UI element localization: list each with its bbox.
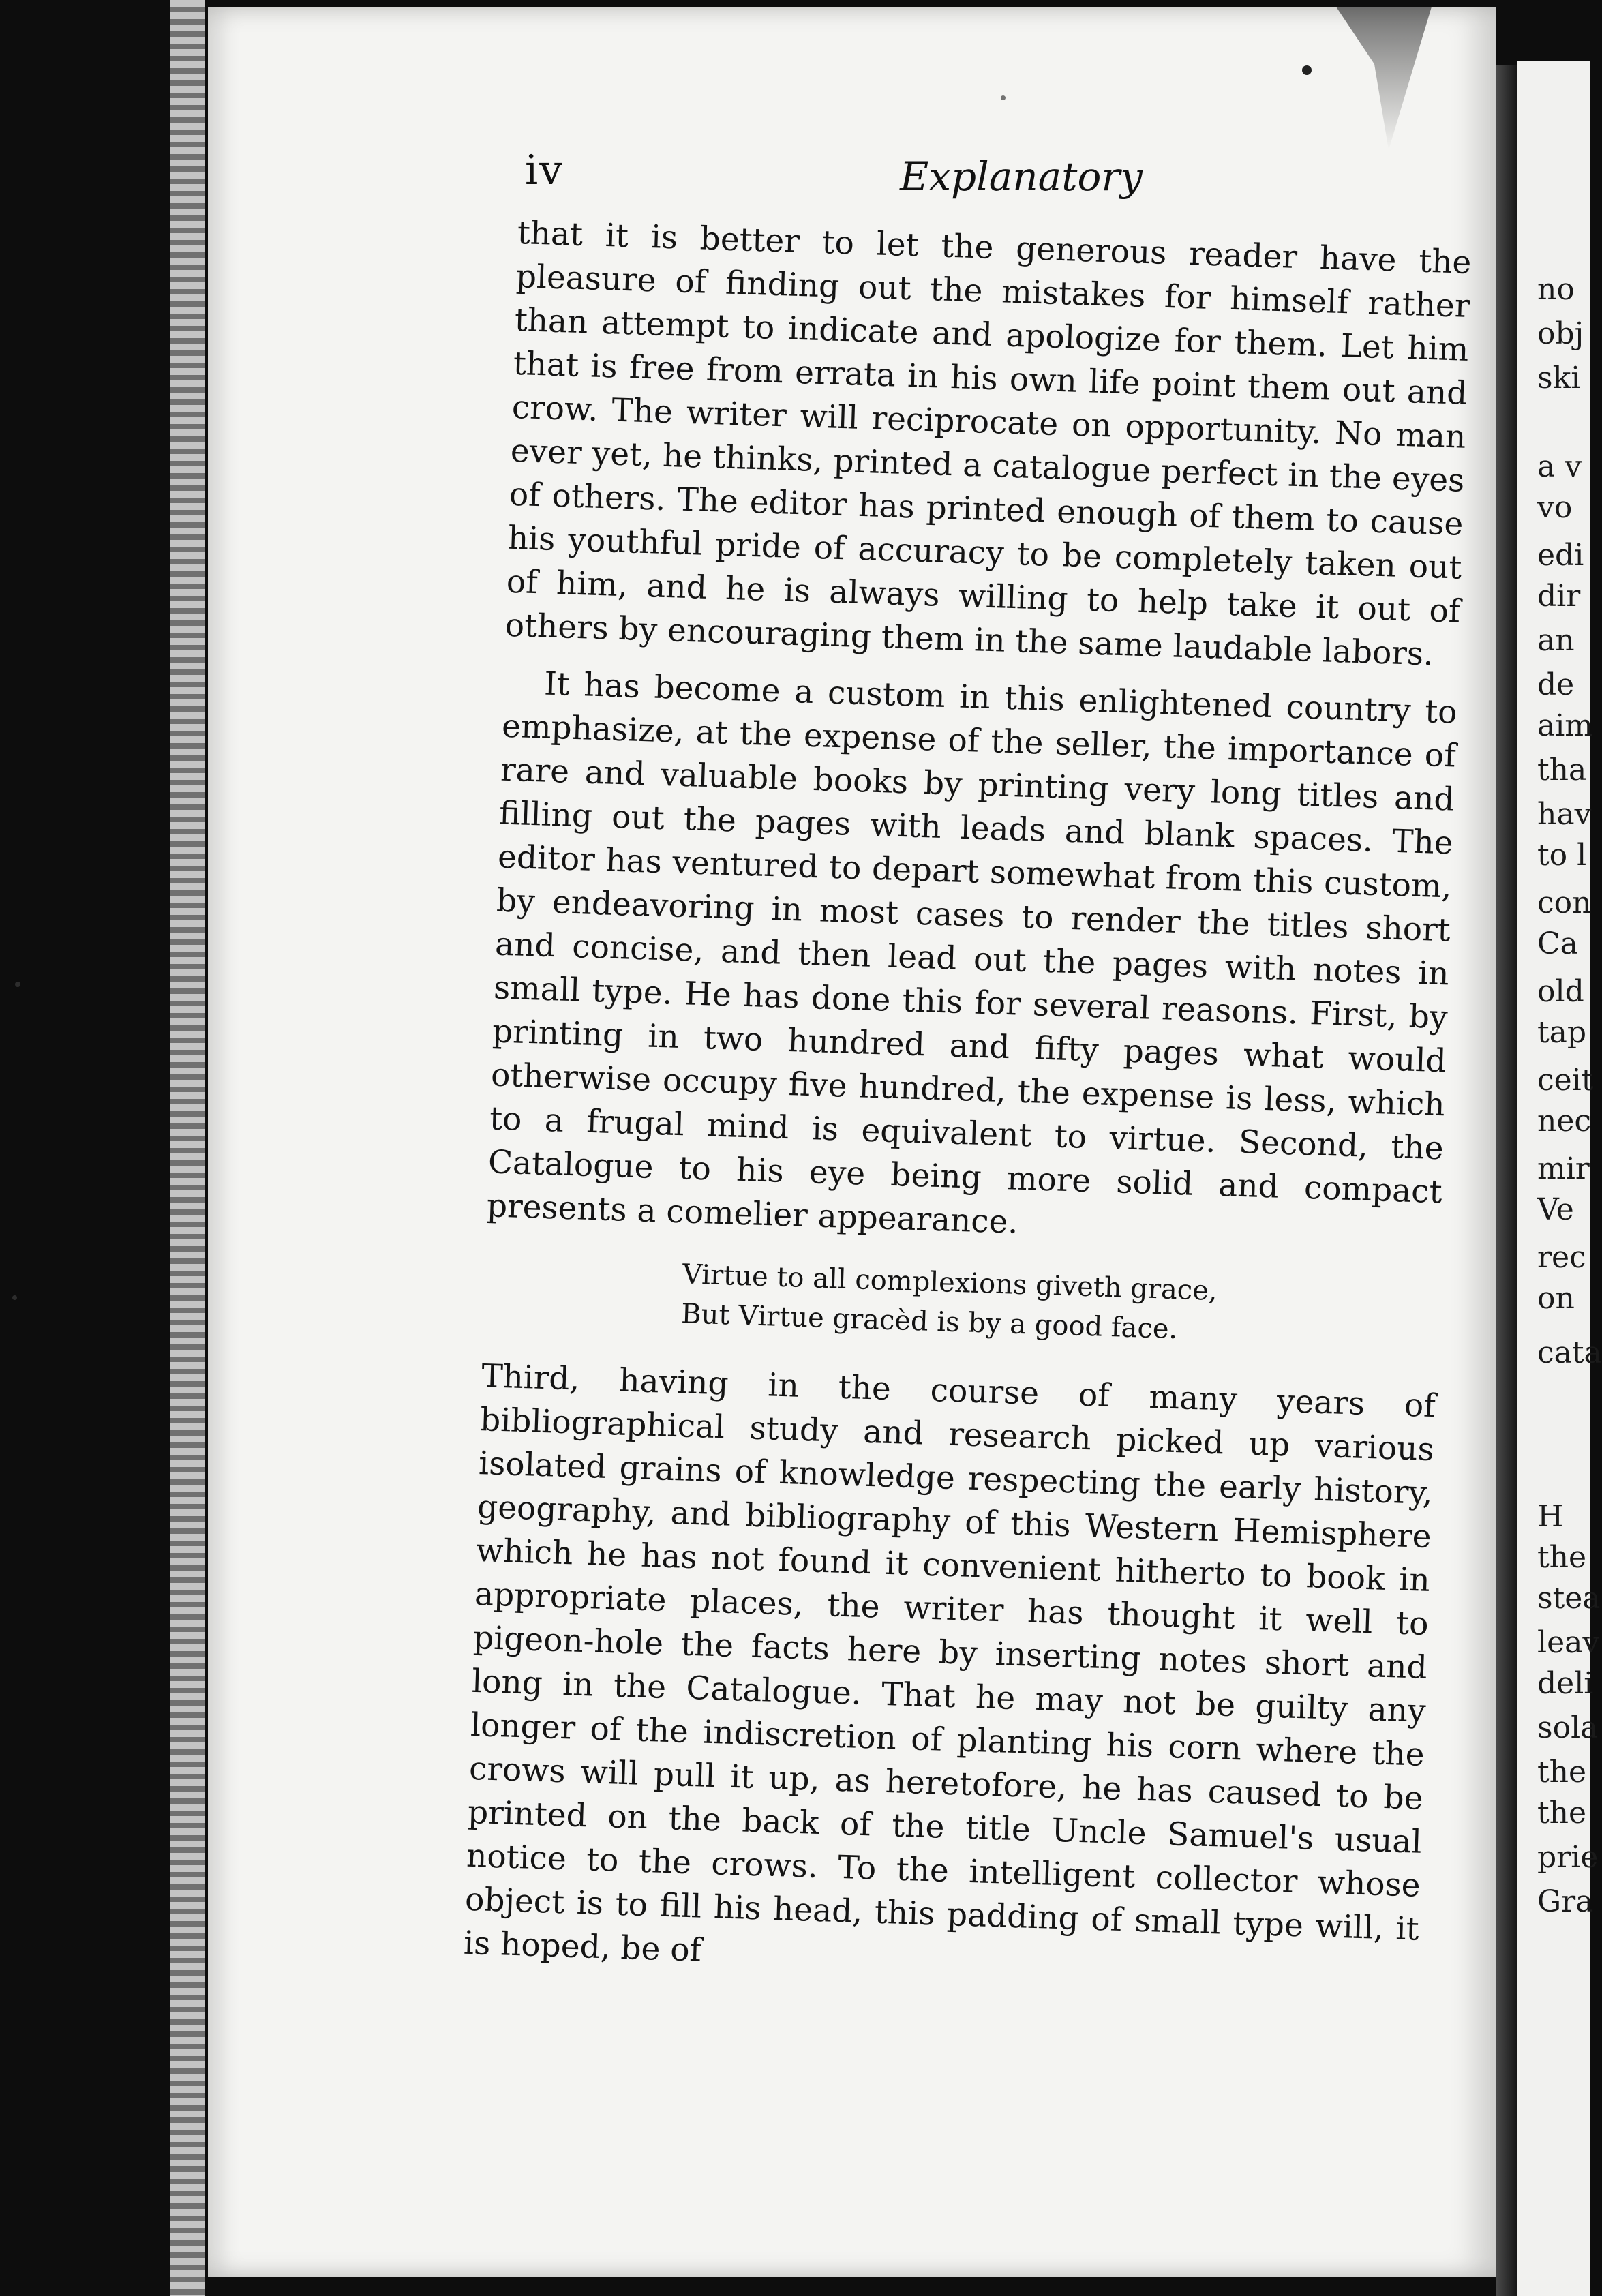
facing-page-text-fragment: a v [1537,449,1582,484]
facing-page-text-fragment: Ve [1537,1192,1574,1227]
body-text [463,211,1472,2009]
facing-page-text-fragment: hav [1537,797,1592,832]
facing-page-text-fragment: cata [1537,1335,1602,1370]
facing-page-text-fragment: tha [1537,753,1587,787]
facing-page-text-fragment: ski [1537,361,1581,395]
facing-page-text-fragment: on [1537,1281,1575,1316]
facing-page-text-fragment: ceit [1537,1063,1594,1098]
page-number: iv [525,147,564,194]
facing-page-text-fragment: H [1537,1499,1564,1534]
paragraph-3: Third, having in the course of many years of bibliographical study and research picked up various isolated grains of knowledge respecting the early history, geography, and bibliography of this Western Hemisphere which he has not found it convenient hitherto to book in appropriate places, the writer has thought it well to pigeon-hole the facts here by inserting notes short and long in the Catalogue. That he may not be guilty any longer of the indiscretion of planting his corn where the crows will pull it up, as heretofore, he has caused to be printed on the back of the title Uncle Samuel's usual notice to the crows. To the intelligent collector whose object is to fill his head, this padding of small type will, it is hoped, be of [463,1357,1436,1969]
facing-page-text-fragment: Gra [1537,1884,1594,1919]
ink-speck [15,982,20,987]
paragraph-2: It has become a custom in this enlightened country to emphasize, at the expense of the seller, the importance of rare and valuable books by printing very long titles and filling out the pages with leads and blank spaces. The editor has ventured to depart somewhat from this custom, by endeavoring in most cases to render the titles short and concise, and then lead out the pages with notes in small type. He has done this for several reasons. First, by printing in two hundred and fifty pages what would otherwise occupy five hundred, the expense is less, which to a frugal mind is equivalent to virtue. Second, the Catalogue to his eye being more solid and compact presents a comelier appearance. [486,665,1458,1241]
running-head: Explanatory [900,153,1143,200]
facing-page-text-fragment: the [1537,1796,1587,1830]
facing-page-text-fragment: to l [1537,838,1587,873]
facing-page-text-fragment: stea [1537,1581,1601,1616]
facing-page-text-fragment: deli [1537,1666,1594,1701]
facing-page-text-fragment: edi [1537,538,1584,573]
facing-page-fragment [1517,61,1602,2296]
facing-page-text-fragment: dir [1537,579,1581,614]
facing-page-text-fragment: mir [1537,1151,1590,1186]
facing-page-text-fragment: de [1537,667,1575,702]
facing-page-text-fragment: leav [1537,1625,1600,1660]
ink-speck [1302,65,1312,75]
verse-line-2: But Virtue gracèd is by a good face. [680,1298,1178,1346]
facing-page-text-fragment: the [1537,1755,1587,1789]
facing-page-text-fragment: rec [1537,1240,1586,1275]
book-spine-edge [170,0,205,2296]
facing-page-text-fragment: old [1537,974,1584,1009]
facing-page-text-fragment: sola [1537,1710,1599,1745]
facing-page-text-fragment: nec [1537,1104,1592,1138]
page-gutter [1496,65,1517,2296]
facing-page-text-fragment: tap [1537,1015,1587,1050]
facing-page-text-fragment: Ca [1537,926,1578,961]
facing-page-text-fragment: the [1537,1540,1587,1575]
facing-page-text-fragment: con [1537,886,1592,920]
verse-quote [680,1254,1439,1357]
paragraph-1: that it is better to let the generous reader have the pleasure of finding out the mistakes for himself rather than attempt to indicate and apologize for them. Let him that is free from errata in his own life point them out and crow. The writer will reciprocate on opportunity. No man ever yet, he thinks, printed a catalogue perfect in the eyes of others. The editor has printed enough of them to cause his youthful pride of accuracy to be completely taken out of him, and he is always willing to help take it out of others by encouraging them in the same laudable labors. [504,213,1472,674]
ink-speck [12,1295,17,1300]
facing-page-text-fragment: prie [1537,1840,1599,1875]
page-header [525,147,1479,215]
facing-page-text-fragment: an [1537,623,1575,658]
facing-page-text-fragment: obj [1537,316,1584,351]
facing-page-text-fragment: vo [1537,490,1573,525]
facing-page-text-fragment: aim [1537,708,1594,743]
verse-line-1: Virtue to all complexions giveth grace, [682,1258,1218,1307]
ink-speck [1001,95,1006,100]
facing-page-text-fragment: no [1537,272,1575,307]
